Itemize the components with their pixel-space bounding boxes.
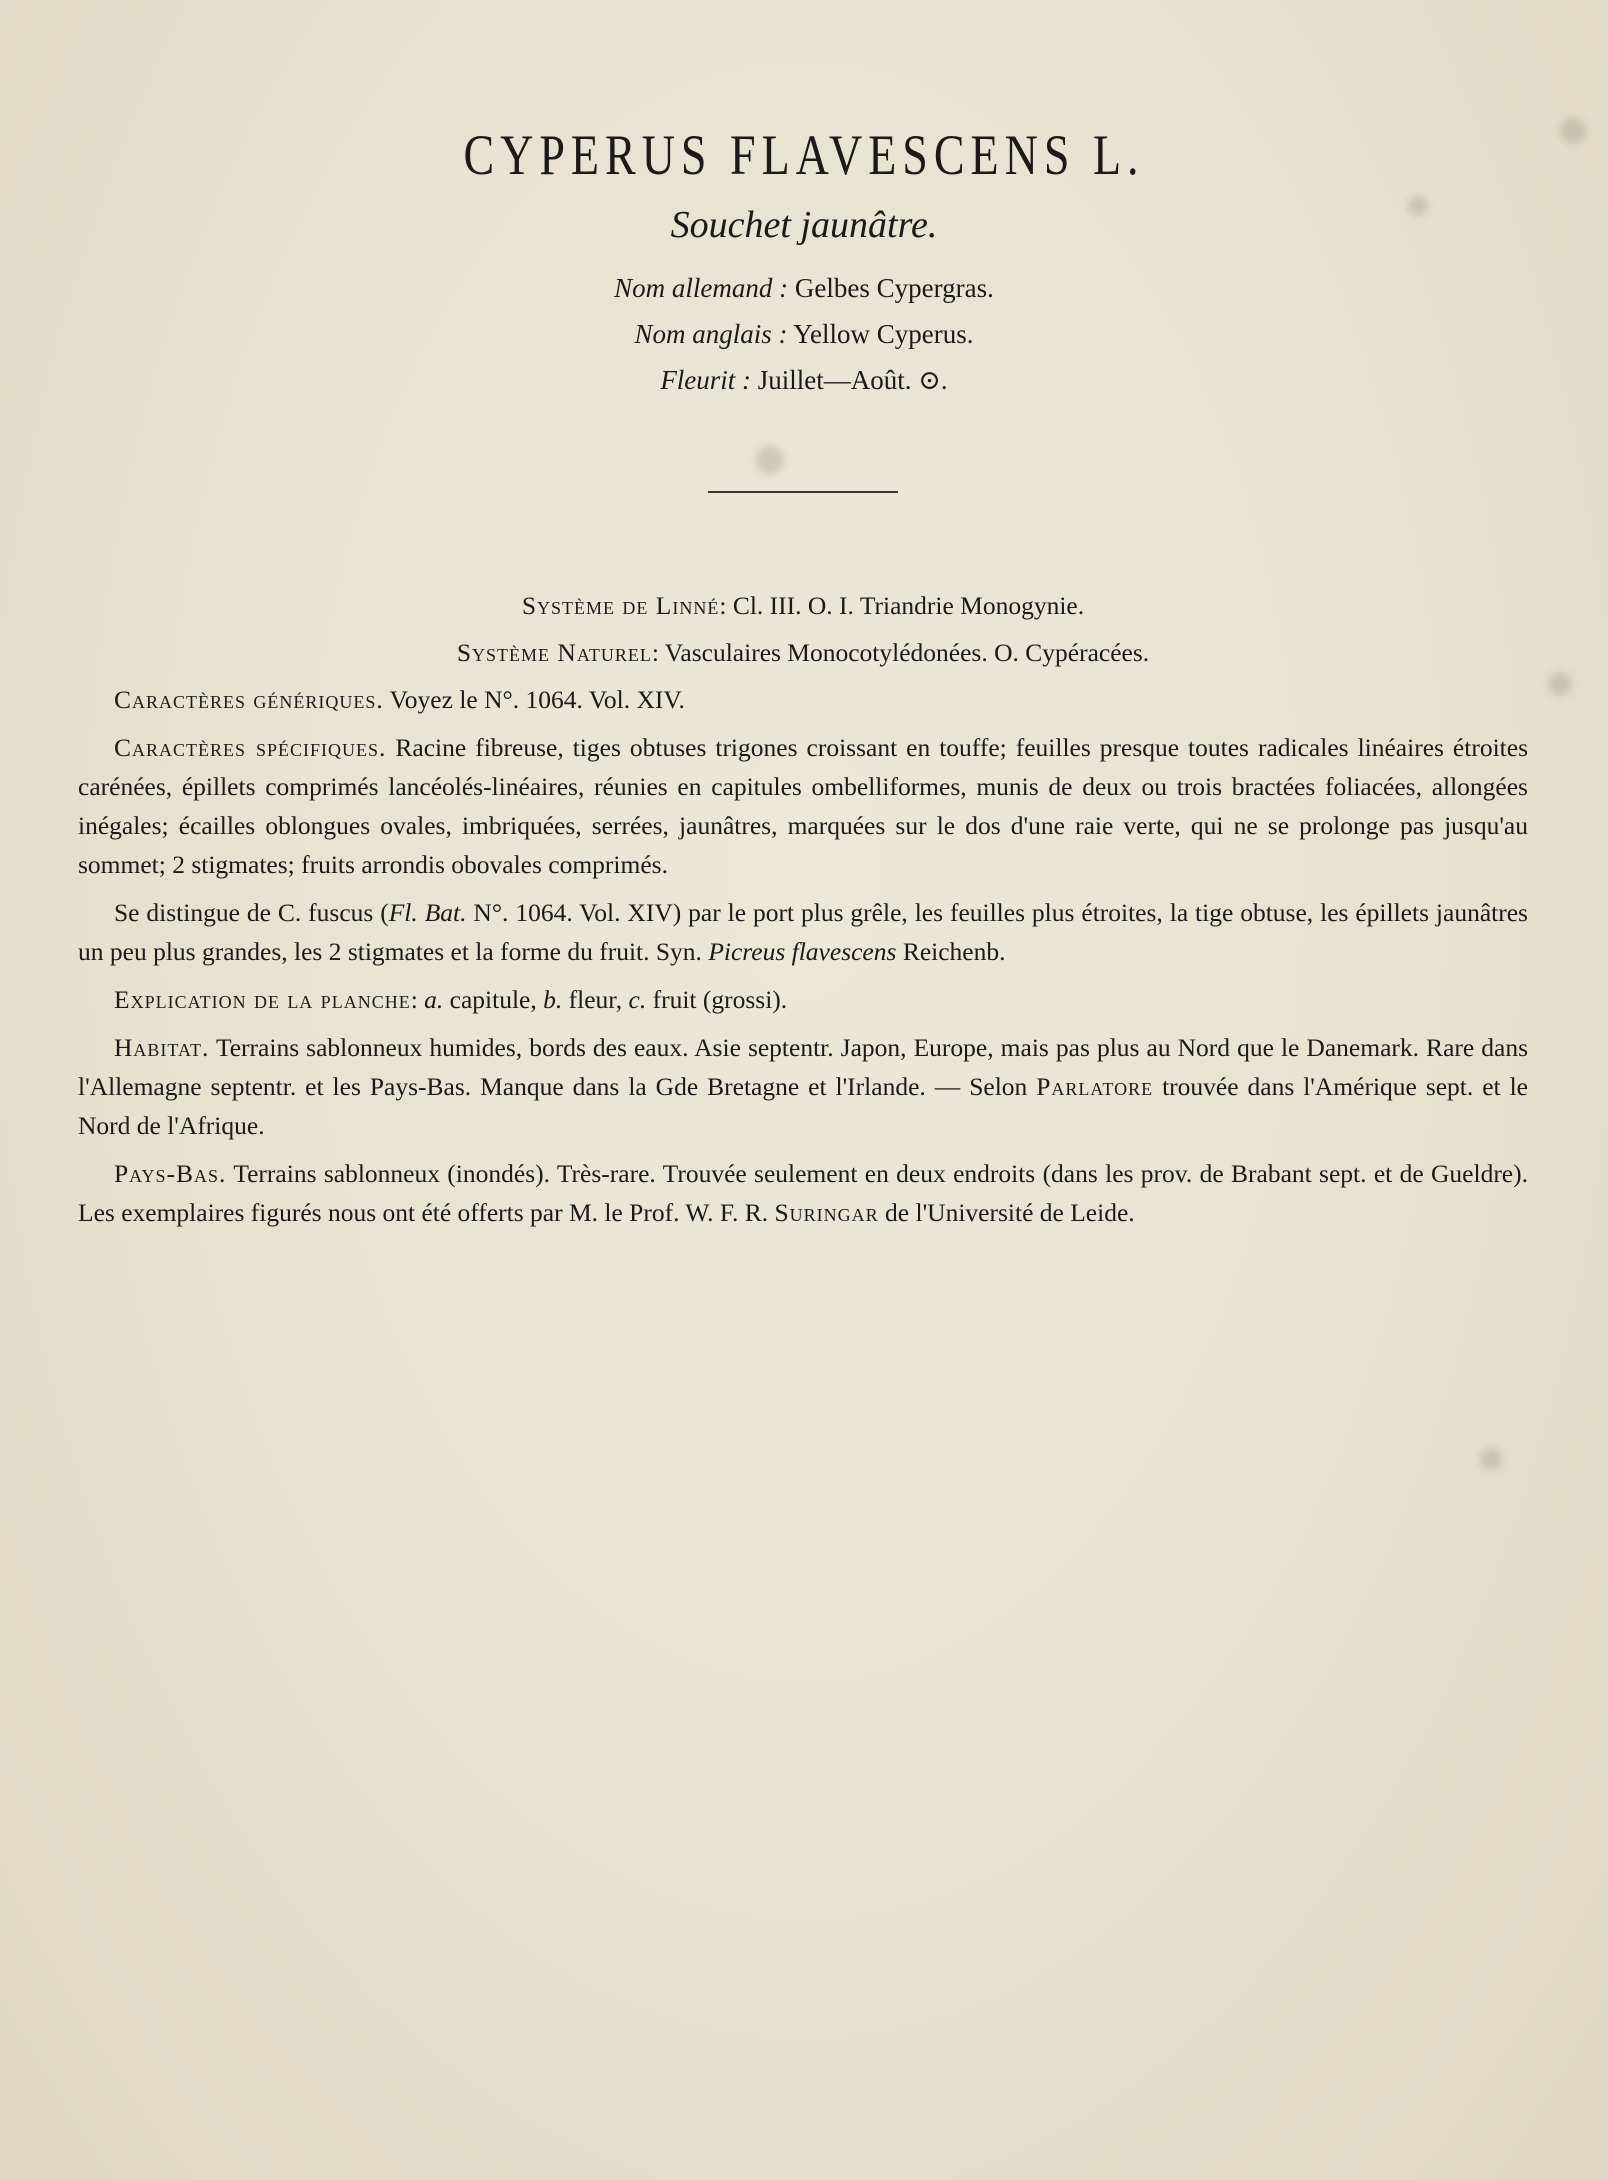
caracteres-specifiques [78,728,1528,884]
explication-label: Explication de la planche [114,985,411,1014]
distingue-text-1: Se distingue de C. fuscus ( [114,898,389,927]
explication-planche [78,980,1528,1019]
habitat-author: Parlatore [1036,1072,1154,1101]
systeme-linne-text: : Cl. III. O. I. Triandrie Monogynie. [719,591,1085,620]
flowering-label: Fleurit : [660,365,752,395]
generiques-label: Caractères génériques. [114,685,384,714]
habitat-text-2: trouvée dans l'Amérique sept. et le Nord de l'Afrique. [78,1072,1529,1140]
specifiques-label: Caractères spécifiques. [114,733,387,762]
explication-sep: : [410,985,425,1014]
name-german-value: Gelbes Cypergras. [794,273,994,303]
flowering [0,357,1608,403]
name-english-label: Nom anglais : [634,319,788,349]
explication-c: c. [628,985,647,1014]
page-subtitle: Souchet jaunâtre. [670,204,938,246]
generiques-text: Voyez le N°. 1064. Vol. XIV. [383,685,685,714]
divider [708,491,898,493]
systeme-naturel-label: Système Naturel [456,638,652,667]
caracteres-generiques [78,680,1528,719]
paper-spot [1480,1448,1502,1470]
explication-b-text: fleur, [562,985,629,1014]
pays-bas-text-1: Terrains sablonneux (inondés). Très-rare. Trouvée seulement en deux endroits (dans les prov. de Brabant sept. et de Gueldre). Les exemplaires figurés nous ont été offerts par M. le Prof. W. F. R. [78,1159,1528,1227]
flowering-value: Juillet—Août. ⊙. [757,365,948,395]
paper-spot [756,446,784,474]
explication-c-text: fruit (grossi). [646,985,788,1014]
distingue-text-3: Reichenb. [896,937,1006,966]
systeme-naturel [78,633,1528,672]
name-english-value: Yellow Cyperus. [793,319,974,349]
systeme-naturel-text: : Vasculaires Monocotylédonées. O. Cypéracées. [651,638,1150,667]
pays-bas-author: Suringar [774,1198,879,1227]
name-german-label: Nom allemand : [614,273,789,303]
pays-bas [78,1154,1528,1232]
explication-b: b. [543,985,563,1014]
habitat-label: Habitat. [114,1033,210,1062]
distinction-paragraph [78,893,1528,971]
systeme-linne [78,586,1528,625]
paper-spot [1548,672,1572,696]
name-german [0,265,1608,311]
habitat [78,1028,1528,1145]
habitat-text-1: Terrains sablonneux humides, bords des eaux. Asie septentr. Japon, Europe, mais pas plus au Nord que le Danemark. Rare dans l'Allemagne septentr. et les Pays-Bas. Manque dans la Gde Bretagne et l'Irlande. — Selon [78,1033,1528,1101]
specifiques-text: Racine fibreuse, tiges obtuses trigones croissant en touffe; feuilles presque toutes radicales linéaires étroites carénées, épillets comprimés lancéolés-linéaires, réunies en capitules ombelliformes, munis de deux ou trois bractées foliacées, allongées inégales; écailles oblongues ovales, imbriquées, serrées, jaunâtres, marquées sur le dos d'une raie verte, qui ne se prolonge pas jusqu'au sommet; 2 stigmates; fruits arrondis obovales comprimés. [78,733,1528,879]
pays-bas-label: Pays-Bas. [114,1159,227,1188]
pays-bas-text-2: de l'Université de Leide. [878,1198,1135,1227]
header [0,122,1608,403]
distingue-ref: Fl. Bat. [388,898,467,927]
page-title: CYPERUS FLAVESCENS L. [463,122,1145,187]
name-english [0,311,1608,357]
common-names [0,265,1608,403]
distingue-synonym: Picreus flavescens [708,937,897,966]
distingue-text-2: N°. 1064. Vol. XIV) par le port plus grêle, les feuilles plus étroites, la tige obtuse, les épillets jaunâtres un peu plus grandes, les 2 stigmates et la forme du fruit. Syn. [78,898,1528,966]
explication-a: a. [424,985,444,1014]
explication-a-text: capitule, [443,985,544,1014]
systeme-linne-label: Système de Linné [521,591,720,620]
body-text [78,586,1528,1241]
